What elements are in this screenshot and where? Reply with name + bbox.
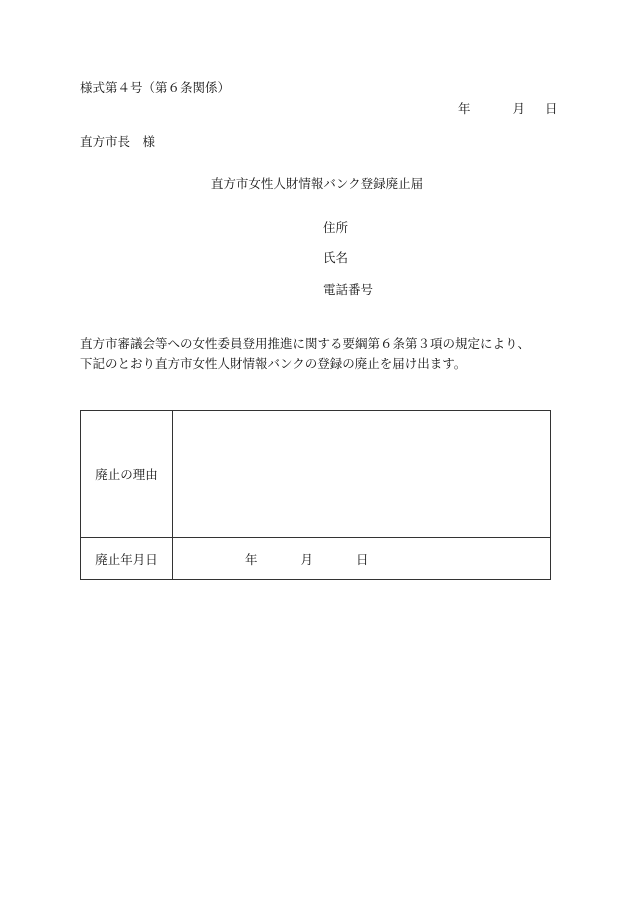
applicant-name-label: 氏名 — [323, 250, 349, 265]
cancel-date-value-cell[interactable] — [173, 538, 551, 580]
reason-label: 廃止の理由 — [95, 467, 158, 482]
applicant-address-label: 住所 — [323, 220, 349, 235]
date-year-label: 年 — [458, 101, 471, 116]
date-day-label: 日 — [545, 101, 558, 116]
body-line-1: 直方市審議会等への女性委員登用推進に関する要綱第６条第３項の規定により、 — [80, 336, 531, 351]
cancel-date-label: 廃止年月日 — [95, 551, 158, 567]
info-table — [80, 410, 551, 580]
cancel-date-month: 月 — [300, 551, 314, 567]
document-title-text: 直方市女性人財情報バンク登録廃止届 — [210, 176, 424, 191]
document-title — [0, 178, 630, 191]
table-row-date — [81, 538, 551, 580]
date-month-label: 月 — [512, 101, 526, 116]
form-number: 様式第４号（第６条関係） — [80, 80, 231, 95]
addressee: 直方市長 様 — [80, 134, 156, 149]
cancel-date-year: 年 — [245, 551, 258, 567]
date-label-cell — [81, 538, 173, 580]
applicant-phone-label: 電話番号 — [323, 282, 374, 297]
reason-label-cell — [81, 411, 173, 538]
body-line-2: 下記のとおり直方市女性人財情報バンクの登録の廃止を届け出ます。 — [80, 356, 467, 371]
table-row-reason — [81, 411, 551, 538]
reason-value-cell[interactable] — [173, 411, 551, 538]
body-paragraph — [80, 334, 560, 374]
submission-date — [458, 103, 558, 116]
cancel-date-day: 日 — [356, 551, 369, 567]
